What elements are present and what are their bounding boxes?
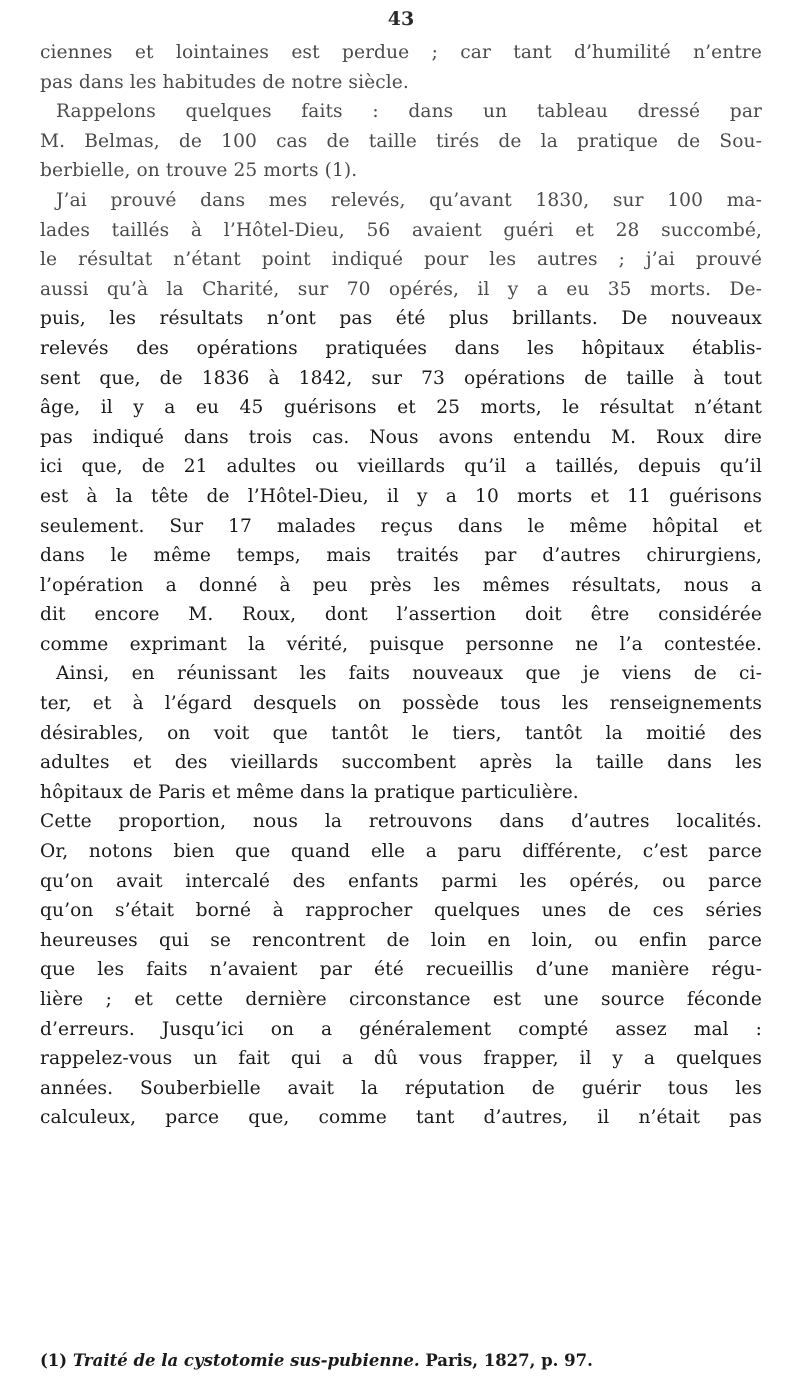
text-line: seulement. Sur 17 malades reçus dans le même hôpital et: [40, 515, 762, 537]
text-line: calculeux, parce que, comme tant d’autres, il n’était pas: [40, 1107, 762, 1129]
text-line: années. Souberbielle avait la réputation de guérir tous les: [40, 1077, 762, 1099]
footnote-marker: (1): [40, 1351, 68, 1370]
text-line: d’erreurs. Jusqu’ici on a généralement compté assez mal :: [40, 1018, 762, 1040]
body-text: [40, 38, 762, 1133]
text-line: qu’on avait intercalé des enfants parmi les opérés, ou parce: [40, 870, 762, 892]
text-line: adultes et des vieillards succombent après la taille dans les: [40, 752, 762, 774]
text-line: M. Belmas, de 100 cas de taille tirés de la pratique de Sou-: [40, 130, 762, 152]
text-line: comme exprimant la vérité, puisque personne ne l’a contestée.: [40, 633, 762, 655]
text-line: est à la tête de l’Hôtel-Dieu, il y a 10 morts et 11 guérisons: [40, 485, 762, 507]
footnote-title: Traité de la cystotomie sus-pubienne.: [72, 1351, 420, 1370]
text-line: pas indiqué dans trois cas. Nous avons entendu M. Roux dire: [40, 426, 762, 448]
text-line: que les faits n’avaient par été recueillis d’une manière régu-: [40, 959, 762, 981]
text-line: dans le même temps, mais traités par d’autres chirurgiens,: [40, 545, 762, 567]
text-line: sent que, de 1836 à 1842, sur 73 opérations de taille à tout: [40, 367, 762, 389]
page-number: 43: [387, 8, 415, 30]
text-line: ici que, de 21 adultes ou vieillards qu’il a taillés, depuis qu’il: [40, 456, 762, 478]
text-line: J’ai prouvé dans mes relevés, qu’avant 1830, sur 100 ma-: [56, 189, 762, 211]
text-line: lière ; et cette dernière circonstance est une source féconde: [40, 989, 762, 1010]
text-line: berbielle, on trouve 25 morts (1).: [40, 160, 358, 182]
text-line: lades taillés à l’Hôtel-Dieu, 56 avaient guéri et 28 succombé,: [40, 219, 762, 241]
text-line: dit encore M. Roux, dont l’assertion doit être considérée: [40, 604, 762, 626]
text-line: heureuses qui se rencontrent de loin en loin, ou enfin parce: [40, 929, 762, 951]
document-page: [40, 0, 762, 1384]
text-line: qu’on s’était borné à rapprocher quelques unes de ces séries: [40, 900, 762, 922]
text-line: désirables, on voit que tantôt le tiers, tantôt la moitié des: [40, 722, 762, 744]
text-line: relevés des opérations pratiquées dans les hôpitaux établis-: [40, 337, 762, 359]
text-line: Ainsi, en réunissant les faits nouveaux que je viens de ci-: [56, 663, 762, 685]
text-line: âge, il y a eu 45 guérisons et 25 morts, le résultat n’étant: [40, 397, 762, 419]
text-line: hôpitaux de Paris et même dans la pratique particulière.: [40, 781, 579, 803]
text-line: le résultat n’étant point indiqué pour les autres ; j’ai prouvé: [40, 249, 762, 271]
text-line: aussi qu’à la Charité, sur 70 opérés, il y a eu 35 morts. De-: [40, 278, 762, 300]
text-line: rappelez-vous un fait qui a dû vous frapper, il y a quelques: [40, 1048, 762, 1070]
text-line: puis, les résultats n’ont pas été plus brillants. De nouveaux: [40, 308, 762, 330]
text-line: ter, et à l’égard desquels on possède tous les renseignements: [40, 693, 762, 715]
text-line: Or, notons bien que quand elle a paru différente, c’est parce: [40, 841, 762, 863]
text-line: Rappelons quelques faits : dans un tableau dressé par: [56, 101, 762, 123]
text-line: ciennes et lointaines est perdue ; car tant d’humilité n’entre: [40, 42, 762, 63]
text-line: Cette proportion, nous la retrouvons dans d’autres localités.: [40, 811, 762, 833]
footnote-citation: Paris, 1827, p. 97.: [425, 1351, 593, 1370]
text-line: l’opération a donné à peu près les mêmes résultats, nous a: [40, 574, 762, 596]
text-line: pas dans les habitudes de notre siècle.: [40, 71, 409, 93]
footnote: [40, 1350, 762, 1372]
